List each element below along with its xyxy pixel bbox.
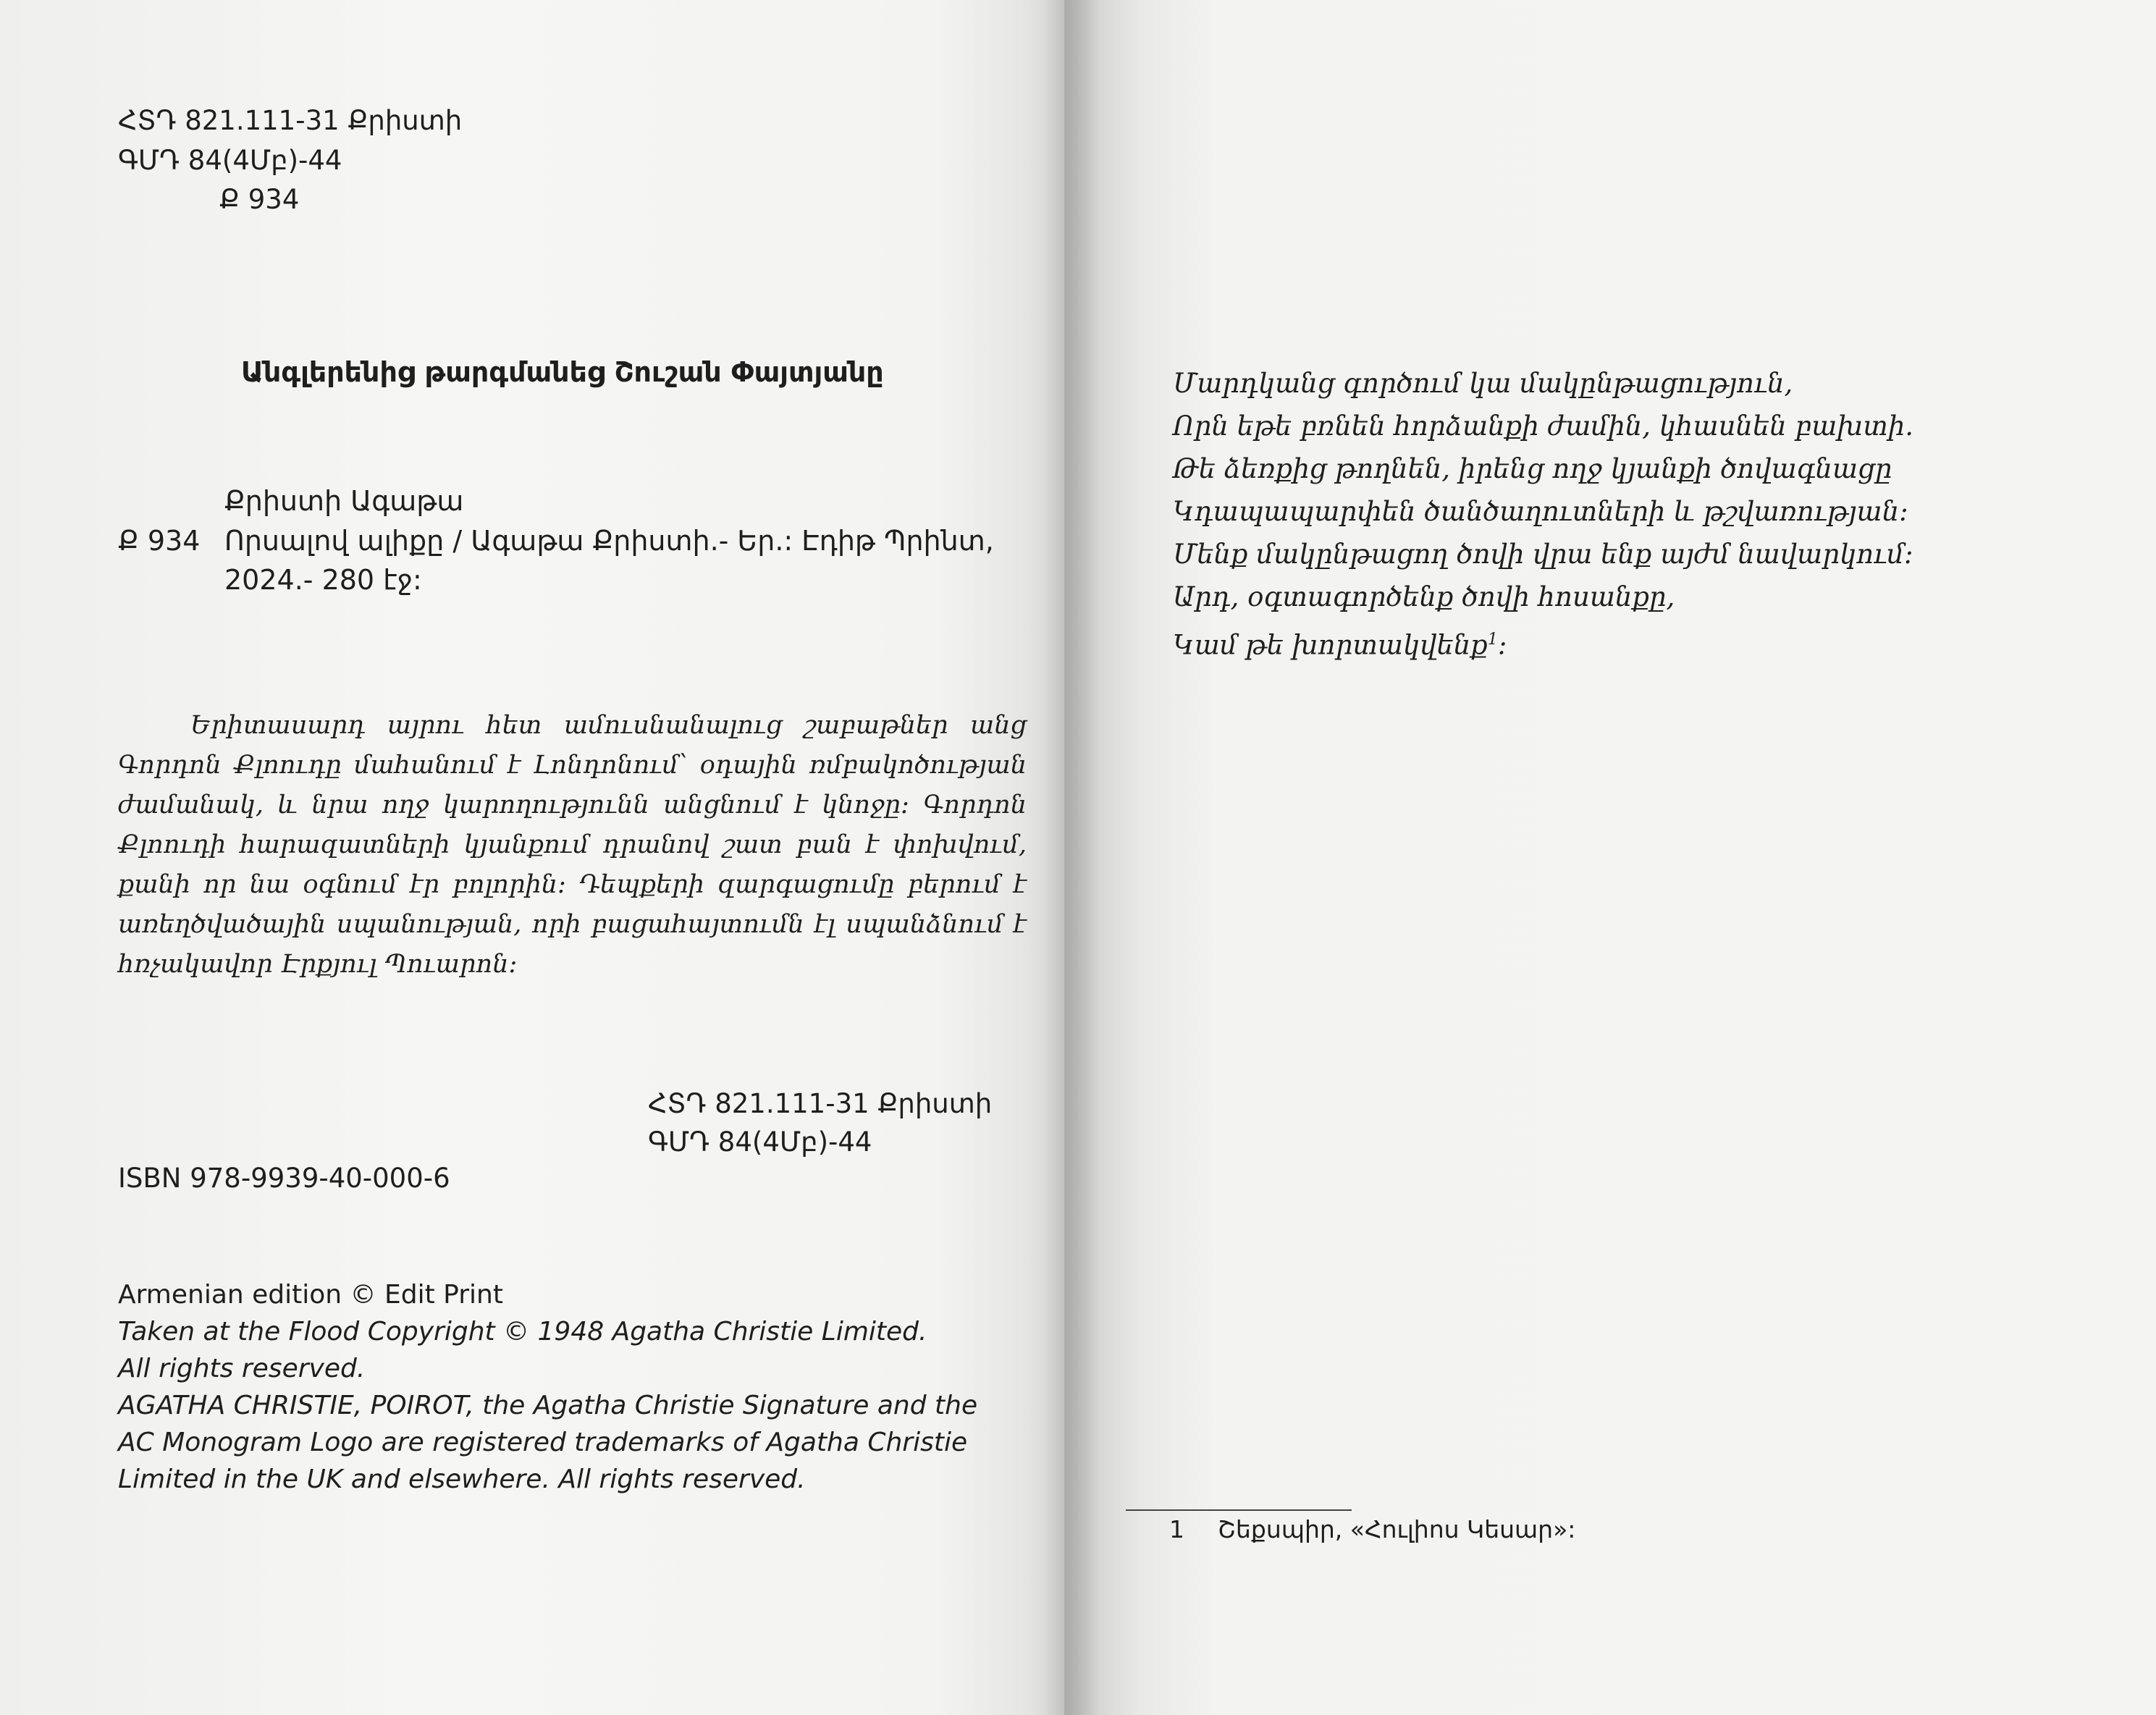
left-page — [0, 0, 1064, 1715]
right-page — [1064, 0, 2156, 1715]
epigraph-line-7-text: Կամ թե խորտակվենք — [1173, 629, 1488, 661]
catalog-bbk-bottom: ԳՄԴ 84(4Մբ)-44 — [648, 1126, 872, 1158]
catalog-bbk: ԳՄԴ 84(4Մբ)-44 — [118, 145, 342, 176]
copyright-original: Taken at the Flood Copyright © 1948 Agatha Christie Limited. — [118, 1317, 927, 1347]
copyright-rights: All rights reserved. — [118, 1354, 366, 1383]
card-pages-line: 2024.- 280 էջ: — [224, 564, 422, 596]
epigraph-line-7 — [1173, 618, 1507, 666]
translator-credit: Անգլերենից թարգմանեց Շուշան Փայտյանը — [241, 356, 884, 388]
catalog-udc: ՀՏԴ 821.111-31 Քրիստի — [118, 105, 463, 136]
epigraph-line-2: Որն եթե բռնեն հորձանքի ժամին, կհասնեն բախտի. — [1173, 410, 1914, 442]
footnote-marker: 1 — [1487, 631, 1498, 649]
annotation-paragraph: Երիտասարդ այրու հետ ամուսնանալուց շաբաթներ անց Գորդոն Քլոուդը մահանում է Լոնդոնում՝ օդային ռմբակոծության ժամանակ, և նրա ողջ կարողությունն անցնում է կնոջը: Գորդոն Քլոուդի հարազատների կյանքում դրանով շատ բան է փոխվում, քանի որ նա օգնում էր բոլորին: Դեպքերի զարգացումը բերում է առեղծվածային սպանության, որի բացահայտումն էլ սպանձնում է հռչակավոր Էրքյուլ Պուարոն: — [118, 711, 1027, 979]
book-gutter-shadow — [1043, 0, 1100, 1715]
card-code: Ք 934 — [118, 525, 201, 557]
epigraph-line-6: Արդ, օգտագործենք ծովի հոսանքը, — [1173, 581, 1675, 612]
epigraph-end-punctuation: : — [1497, 629, 1507, 661]
trademark-line-1: AGATHA CHRISTIE, POIROT, the Agatha Christie Signature and the — [118, 1391, 978, 1420]
isbn: ISBN 978-9939-40-000-6 — [118, 1163, 450, 1194]
copyright-edition: Armenian edition © Edit Print — [118, 1280, 503, 1310]
catalog-author-mark: Ք 934 — [219, 184, 300, 215]
footnote-text: Շեքսպիր, «Հուլիոս Կեսար»: — [1218, 1515, 1576, 1543]
card-title-line: Որսալով ալիքը / Ագաթա Քրիստի.- Եր.: Էդիթ Պրինտ, — [224, 525, 994, 557]
catalog-udc-bottom: ՀՏԴ 821.111-31 Քրիստի — [648, 1088, 993, 1119]
epigraph-line-1: Մարդկանց գործում կա մակընթացություն, — [1173, 368, 1793, 399]
trademark-line-3: Limited in the UK and elsewhere. All rights reserved. — [118, 1465, 806, 1494]
epigraph-line-3: Թե ձեռքից թողնեն, իրենց ողջ կյանքի ծովագնացը — [1173, 453, 1892, 484]
footnote-divider — [1126, 1509, 1352, 1511]
trademark-line-2: AC Monogram Logo are registered trademarks of Agatha Christie — [118, 1428, 968, 1457]
footnote-number: 1 — [1169, 1515, 1184, 1543]
epigraph-line-5: Մենք մակընթացող ծովի վրա ենք այժմ նավարկում: — [1173, 539, 1913, 570]
epigraph-line-4: Կդապապարփեն ծանծաղուտների և թշվառության: — [1173, 496, 1908, 527]
card-author: Քրիստի Ագաթա — [224, 485, 464, 517]
